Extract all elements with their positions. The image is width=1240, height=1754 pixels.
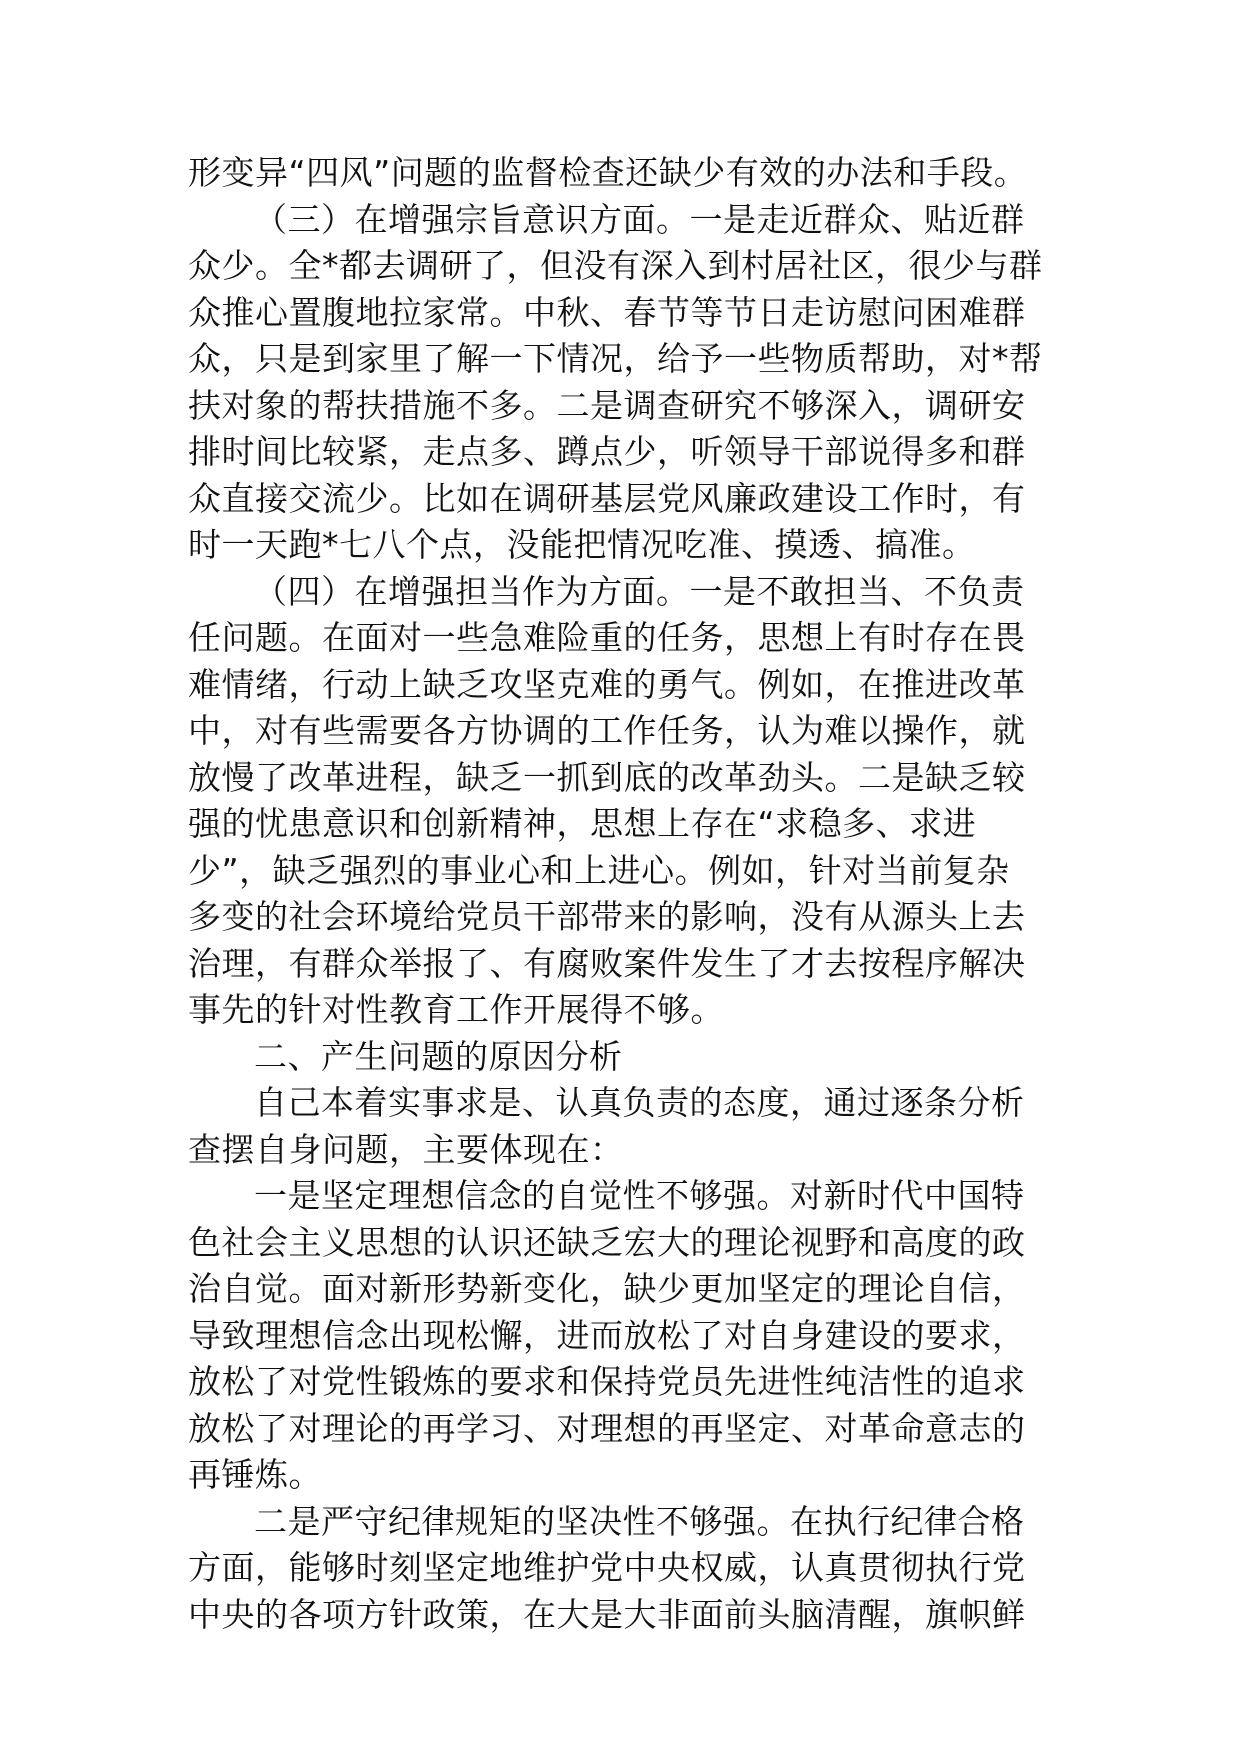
text-line: 事先的针对性教育工作开展得不够。	[188, 990, 724, 1029]
text-line: 放松了对理论的再学习、对理想的再坚定、对革命意志的	[188, 1408, 1026, 1448]
text-line: 放松了对党性锻炼的要求和保持党员先进性纯洁性的追求	[188, 1362, 1026, 1401]
text-line: 放慢了改革进程，缺乏一抓到底的改革劲头。二是缺乏较	[188, 757, 1026, 797]
text-line: （三）在增强宗旨意识方面。一是走近群众、贴近群	[254, 199, 1025, 239]
text-line: 形变异“四风”问题的监督检查还缺少有效的办法和手段。	[188, 153, 1028, 192]
text-line: 排时间比较紧，走点多、蹲点少，听领导干部说得多和群	[188, 432, 1026, 471]
text-line: 任问题。在面对一些急难险重的任务，思想上有时存在畏	[188, 618, 1026, 657]
text-line: 方面，能够时刻坚定地维护党中央权威，认真贯彻执行党	[188, 1548, 1026, 1587]
document-body	[188, 150, 1058, 1638]
text-line: 时一天跑*七八个点，没能把情况吃准、摸透、搞准。	[188, 525, 976, 564]
text-line: 少”，缺乏强烈的事业心和上进心。例如，针对当前复杂	[188, 850, 1010, 890]
text-line: 色社会主义思想的认识还缺乏宏大的理论视野和高度的政	[188, 1222, 1026, 1262]
text-line: 二是严守纪律规矩的坚决性不够强。在执行纪律合格	[254, 1501, 1025, 1541]
text-line: 众推心置腹地拉家常。中秋、春节等节日走访慰问困难群	[188, 292, 1026, 332]
text-line: 难情绪，行动上缺乏攻坚克难的勇气。例如，在推进改革	[188, 664, 1026, 704]
text-line: 二、产生问题的原因分析	[254, 1036, 623, 1076]
text-line: 自己本着实事求是、认真负责的态度，通过逐条分析	[254, 1083, 1025, 1122]
text-line: 导致理想信念出现松懈，进而放松了对自身建设的要求，	[188, 1315, 1026, 1355]
text-line: 扶对象的帮扶措施不多。二是调查研究不够深入，调研安	[188, 385, 1026, 425]
text-line: 众少。全*都去调研了，但没有深入到村居社区，很少与群	[188, 246, 1043, 285]
text-line: 中央的各项方针政策，在大是大非面前头脑清醒，旗帜鲜	[188, 1594, 1026, 1634]
text-line: （四）在增强担当作为方面。一是不敢担当、不负责	[254, 571, 1025, 611]
text-line: 强的忧患意识和创新精神，思想上存在“求稳多、求进	[188, 804, 977, 843]
text-line: 众直接交流少。比如在调研基层党风廉政建设工作时，有	[188, 478, 1026, 518]
text-line: 多变的社会环境给党员干部带来的影响，没有从源头上去	[188, 897, 1026, 936]
text-line: 中，对有些需要各方协调的工作任务，认为难以操作，就	[188, 711, 1026, 750]
text-line: 治自觉。面对新形势新变化，缺少更加坚定的理论自信，	[188, 1269, 1026, 1308]
text-line: 众，只是到家里了解一下情况，给予一些物质帮助，对*帮	[188, 339, 1043, 378]
text-line: 治理，有群众举报了、有腐败案件发生了才去按程序解决	[188, 943, 1026, 983]
text-line: 查摆自身问题，主要体现在：	[188, 1129, 624, 1169]
text-line: 再锤炼。	[188, 1455, 322, 1494]
text-line: 一是坚定理想信念的自觉性不够强。对新时代中国特	[254, 1176, 1025, 1215]
